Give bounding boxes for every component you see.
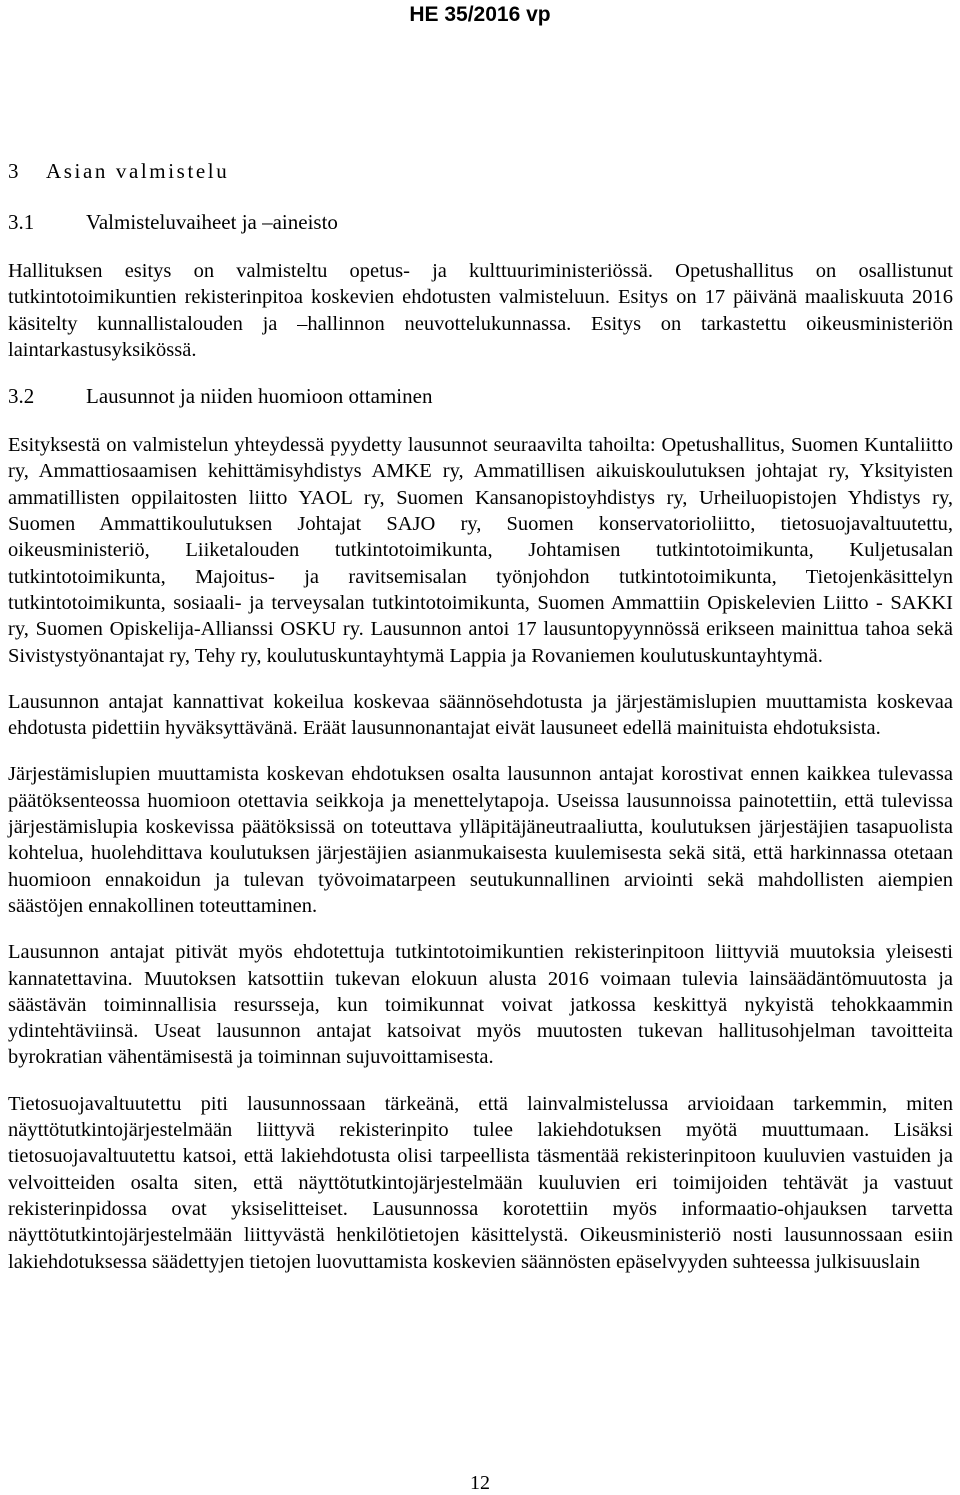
subsection-number-3-1: 3.1 (8, 210, 35, 234)
paragraph-licensing-remarks: Järjestämislupien muuttamista koskevan ehdotuksen osalta lausunnon antajat korostivat ennen kaikkea tulevassa päätöksenteossa huomioon otettavia seikkoja ja menettelytapoja. Useissa lausunnoissa painotettiin, että tulevissa järjestämislupia koskevissa päätöksissä on toteuttava ylläpitäjäneutraaliutta, koulutuksen järjestäjien tasapuolista kohtelua, huolehdittava koulutuksen järjestäjien asianmukaisesta kuulemisesta sekä sitä, että harkinnassa otetaan huomioon ennakoidun ja tulevan työvoimatarpeen seutukunnallinen arviointi sekä mahdollisten aiempien säästöjen ennakollinen toteuttaminen. (8, 763, 953, 917)
paragraph-consultation-list: Esityksestä on valmistelun yhteydessä pyydetty lausunnot seuraavilta tahoilta: Opetushallitus, Suomen Kuntaliitto ry, Ammattiosaamisen kehittämisyhdistys AMKE ry, Ammatillisen aikuiskoulutuksen johtajat ry, Yksityisten ammatillisten oppilaitosten liitto YAOL ry, Suomen Kansanopistoyhdistys ry, Urheiluopistojen Yhdistys ry, Suomen Ammattikoulutuksen Johtajat SAJO ry, Suomen konservatorioliitto, tietosuojavaltuutettu, oikeusministeriö, Liiketalouden tutkintotoimikunta, Johtamisen tutkintotoimikunta, Kuljetusalan tutkintotoimikunta, Majoitus- ja ravitsemisalan työnjohdon tutkintotoimikunta, Tietojenkäsittelyn tutkintotoimikunta, sosiaali- ja terveysalan tutkintotoimikunta, Suomen Ammattiin Opiskelevien Liitto - SAKKI ry, Suomen Opiskelija-Allianssi OSKU ry. Lausunnon antoi 17 lausuntopyynnössä erikseen mainittua tahoa sekä Sivistystyönantajat ry, Tehy ry, koulutuskuntayhtymä Lappia ja Rovaniemen koulutuskuntayhtymä. (8, 434, 953, 667)
page-content (8, 155, 953, 1275)
subsection-heading-3-1 (8, 206, 953, 238)
section-title: Asian valmistelu (46, 159, 230, 183)
subsection-title-3-2: Lausunnot ja niiden huomioon ottaminen (86, 384, 433, 409)
paragraph-data-protection: Tietosuojavaltuutettu piti lausunnossaan tärkeänä, että lainvalmistelussa arvioidaan tarkemmin, miten näyttötutkintojärjestelmään liittyvä rekisterinpito tulee lakiehdotuksen myötä muuttumaan. Lisäksi tietosuojavaltuutettu katsoi, että lakiehdotusta olisi tarpeellista täsmentää rekisterinpitoon kuuluvien vastuiden ja velvoitteiden osalta siten, että näyttötutkintojärjestelmään kuuluvien eri toimijoiden tehtävät ja vastuut rekisterinpidossa ovat yksiselitteiset. Lausunnossa korotettiin myös informaatio-ohjauksen tarvetta näyttötutkintojärjestelmään liittyvästä henkilötietojen käsittelystä. Oikeusministeriö nosti lausunnossaan esiin lakiehdotuksessa säädettyjen tietojen luovuttamista koskevien säännösten epäselvyyden suhteessa julkisuuslain (8, 1092, 953, 1273)
subsection-heading-3-2 (8, 380, 953, 412)
paragraph-registry-changes: Lausunnon antajat pitivät myös ehdotettuja tutkintotoimikuntien rekisterinpitoon liittyviä muutoksia yleisesti kannatettavina. Muutoksen katsottiin tukevan elokuun alusta 2016 voimaan tulevia lainsäädäntömuutosta ja säästävän toiminnallisia resursseja, kun toimikunnat voivat jatkossa keskittyä nykyistä tehokkaammin ydintehtäviinsä. Useat lausunnon antajat katsoivat myös muutosten tukevan hallitusohjelman tavoitteita byrokratian vähentämisestä ja toiminnan sujuvoittamisesta. (8, 941, 953, 1069)
paragraph-support-summary: Lausunnon antajat kannattivat kokeilua koskevaa säännösehdotusta ja järjestämislupien muuttamista koskevaa ehdotusta pidettiin hyväksyttävänä. Eräät lausunnonantajat eivät lausuneet edellä mainituista ehdotuksista. (8, 690, 953, 740)
subsection-title-3-1: Valmisteluvaiheet ja –aineisto (86, 210, 338, 234)
paragraph-preparation: Hallituksen esitys on valmisteltu opetus- ja kulttuuriministeriössä. Opetushallitus on osallistunut tutkintotoimikuntien rekisterinpitoa koskevien ehdotusten valmisteluun. Esitys on 17 päivänä maaliskuuta 2016 käsitelty kunnallistalouden ja –hallinnon neuvottelukunnassa. Esitys on tarkastettu oikeusministeriön laintarkastusyksikössä. (8, 260, 953, 361)
document-id: HE 35/2016 vp (409, 3, 551, 26)
page-number: 12 (470, 1472, 490, 1494)
section-heading (8, 155, 953, 187)
subsection-number-3-2: 3.2 (8, 384, 35, 409)
section-number: 3 (8, 159, 19, 183)
